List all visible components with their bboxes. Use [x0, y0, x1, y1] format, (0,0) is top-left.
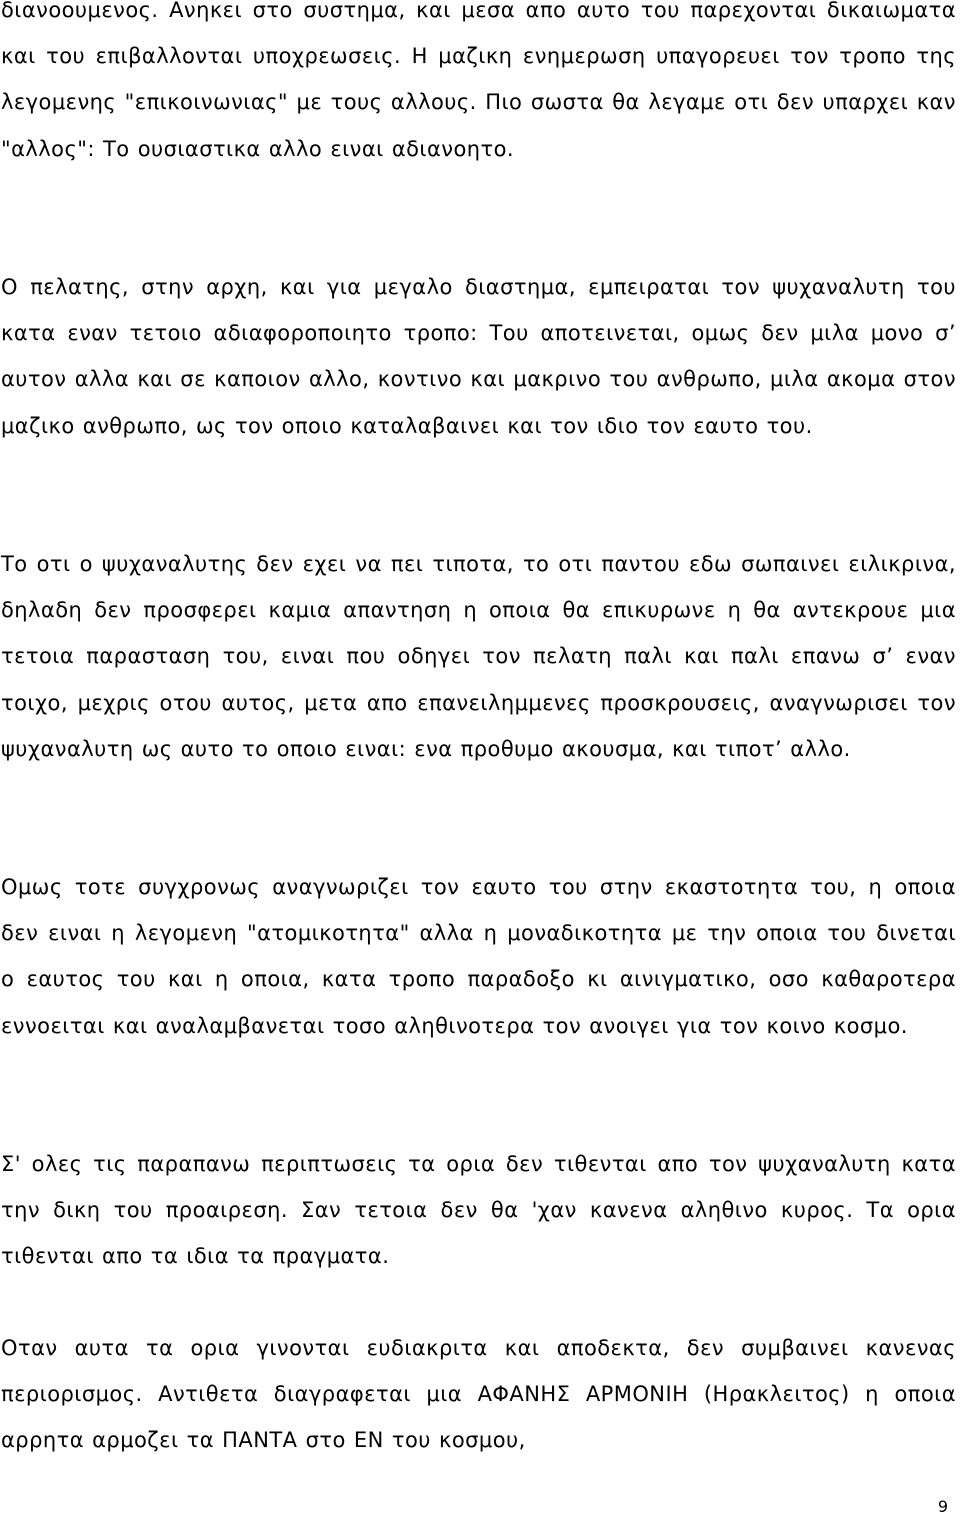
page-number: 9: [937, 1497, 948, 1516]
paragraph-3: Το οτι ο ψυχαναλυτης δεν εχει να πει τιποτα, το οτι παντου εδω σωπαινει ειλικρινα, δηλαδη δεν προσφερει καμια απαντηση η οποια θα επικυρωνε η θα αντεκρουε μια τετοια παρασταση του, ειναι που οδηγει τον πελατη παλι και παλι επανω σ’ εναν τοιχο, μεχρις οτου αυτος, μετα απο επανειλημμενες προσκρουσεις, αναγνωρισει τον ψυχαναλυτη ως αυτο το οποιο ειναι: ενα προθυμο ακουσμα, και τιποτ’ αλλο.: [1, 552, 956, 761]
paragraph-1: διανοουμενος. Ανηκει στο συστημα, και μεσα απο αυτο του παρεχονται δικαιωματα και του επιβαλλονται υποχρεωσεις. Η μαζικη ενημερωση υπαγορευει τον τροπο της λεγομενης "επικοινωνιας" με τους αλλους. Πιο σωστα θα λεγαμε οτι δεν υπαρχει καν "αλλος": Το ουσιαστικα αλλο ειναι αδιανοητο.: [1, 0, 956, 161]
paragraph-2: Ο πελατης, στην αρχη, και για μεγαλο διαστημα, εμπειραται τον ψυχαναλυτη του κατα εναν τετοιο αδιαφοροποιητο τροπο: Του αποτεινεται, ομως δεν μιλα μονο σ’ αυτον αλλα και σε καποιον αλλο, κοντινο και μακρινο του ανθρωπο, μιλα ακομα στον μαζικο ανθρωπο, ως τον οποιο καταλαβαινει και τον ιδιο τον εαυτο του.: [1, 275, 956, 438]
paragraph-4: Ομως τοτε συγχρονως αναγνωριζει τον εαυτο του στην εκαστοτητα του, η οποια δεν ειναι η λεγομενη "ατομικοτητα" αλλα η μοναδικοτητα με την οποια του δινεται ο εαυτος του και η οποια, κατα τροπο παραδοξο κι αινιγματικο, οσο καθαροτερα εννοειται και αναλαμβανεται τοσο αληθινοτερα τον ανοιγει για τον κοινο κοσμο.: [1, 875, 956, 1038]
paragraph-6: Οταν αυτα τα ορια γινονται ευδιακριτα και αποδεκτα, δεν συμβαινει κανενας περιορισμος. Αντιθετα διαγραφεται μια ΑΦΑΝΗΣ ΑΡΜΟΝΙΗ (Ηρακλειτος) η οποια αρρητα αρμοζει τα ΠΑΝΤΑ στο ΕΝ του κοσμου,: [1, 1336, 956, 1453]
paragraph-5: Σ' ολες τις παραπανω περιπτωσεις τα ορια δεν τιθενται απο τον ψυχαναλυτη κατα την δικη του προαιρεση. Σαν τετοια δεν θα 'χαν κανενα αληθινο κυρος. Τα ορια τιθενται απο τα ιδια τα πραγματα.: [1, 1152, 956, 1269]
